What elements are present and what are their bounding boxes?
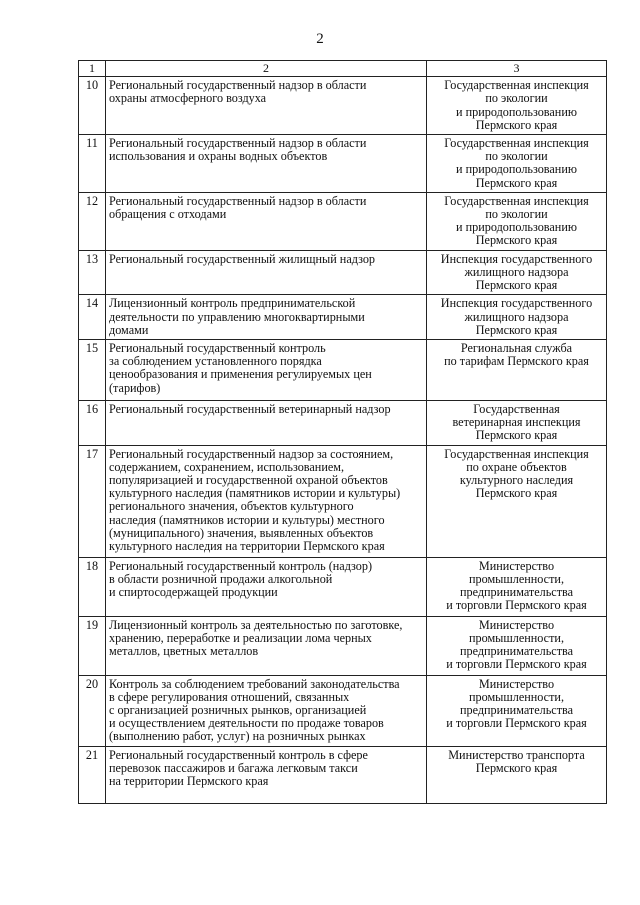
authority-line: Пермского края xyxy=(475,428,558,443)
table-row xyxy=(79,746,607,803)
authority-line: и торговли Пермского края xyxy=(446,657,587,672)
authority-cell xyxy=(427,616,607,675)
authority-cell xyxy=(427,192,607,250)
authority-cell xyxy=(427,295,607,340)
control-type-cell xyxy=(106,340,427,401)
control-type-cell xyxy=(106,135,427,193)
control-type-cell xyxy=(106,675,427,746)
control-type-line: использования и охраны водных объектов xyxy=(109,149,328,164)
control-type-line: металлов, цветных металлов xyxy=(109,644,259,659)
row-number: 21 xyxy=(79,746,106,803)
authority-line: по экологии xyxy=(485,207,548,222)
row-number: 16 xyxy=(79,401,106,446)
control-type-line: популяризацией и государственной охраной объектов xyxy=(109,473,388,488)
control-type-line: (муниципального) значения, выявленных объектов xyxy=(109,525,374,540)
authority-line: Региональная служба xyxy=(460,341,573,356)
authority-cell xyxy=(427,135,607,193)
authority-line: Пермского края xyxy=(475,175,558,190)
authority-cell xyxy=(427,675,607,746)
authority-line: Пермского края xyxy=(475,117,558,132)
control-type-cell xyxy=(106,77,427,135)
control-type-cell xyxy=(106,401,427,446)
control-type-line: хранению, переработке и реализации лома черных xyxy=(109,630,372,645)
row-number: 11 xyxy=(79,135,106,193)
table-row xyxy=(79,250,607,295)
table-row xyxy=(79,135,607,193)
row-number: 17 xyxy=(79,445,106,557)
control-type-line: на территории Пермского края xyxy=(109,774,269,789)
control-type-line: Лицензионный контроль за деятельностью по заготовке, xyxy=(109,617,403,632)
control-type-line: Региональный государственный надзор в области xyxy=(109,193,367,208)
authority-line: Министерство транспорта xyxy=(448,747,585,762)
table-row xyxy=(79,675,607,746)
row-number: 18 xyxy=(79,557,106,616)
authority-line: по экологии xyxy=(485,91,548,106)
authority-line: предпринимательства xyxy=(459,585,574,600)
row-number: 13 xyxy=(79,250,106,295)
control-type-cell xyxy=(106,445,427,557)
supervision-table xyxy=(78,60,607,804)
authority-line: промышленности, xyxy=(468,571,564,586)
control-type-line: содержанием, сохранением, использованием, xyxy=(109,459,345,474)
authority-cell xyxy=(427,401,607,446)
row-number: 15 xyxy=(79,340,106,401)
control-type-cell xyxy=(106,295,427,340)
control-type-cell xyxy=(106,557,427,616)
row-number: 14 xyxy=(79,295,106,340)
table-row xyxy=(79,401,607,446)
control-type-line: Региональный государственный контроль в сфере xyxy=(109,747,368,762)
authority-line: промышленности, xyxy=(468,630,564,645)
control-type-line: с организацией розничных рынков, организацией xyxy=(109,703,367,718)
control-type-line: деятельности по управлению многоквартирными xyxy=(109,309,365,324)
authority-line: жилищного надзора xyxy=(464,265,569,280)
control-type-line: Региональный государственный надзор в области xyxy=(109,136,367,151)
authority-line: Государственная инспекция xyxy=(444,136,589,151)
control-type-line: Региональный государственный надзор в области xyxy=(109,78,367,93)
control-type-line: за соблюдением установленного порядка xyxy=(109,354,322,369)
control-type-cell xyxy=(106,616,427,675)
table-row xyxy=(79,616,607,675)
table-row xyxy=(79,77,607,135)
authority-line: и природопользованию xyxy=(456,162,577,177)
table-row xyxy=(79,192,607,250)
control-type-line: Лицензионный контроль предпринимательской xyxy=(109,296,356,311)
authority-cell xyxy=(427,557,607,616)
authority-line: предпринимательства xyxy=(459,644,574,659)
table-header-row xyxy=(79,61,607,77)
table-row xyxy=(79,295,607,340)
control-type-line: (тарифов) xyxy=(109,380,161,395)
control-type-line: Региональный государственный ветеринарный надзор xyxy=(109,402,391,417)
control-type-cell xyxy=(106,192,427,250)
control-type-line: и осуществлением деятельности по продаже товаров xyxy=(109,716,384,731)
authority-line: Инспекция государственного xyxy=(440,296,593,311)
header-col-3: 3 xyxy=(427,61,607,77)
control-type-line: Контроль за соблюдением требований законодательства xyxy=(109,676,400,691)
control-type-line: культурного наследия на территории Пермского края xyxy=(109,539,385,554)
authority-cell xyxy=(427,250,607,295)
authority-line: Пермского края xyxy=(475,486,558,501)
table-row xyxy=(79,340,607,401)
authority-line: и природопользованию xyxy=(456,104,577,119)
table-row xyxy=(79,557,607,616)
authority-line: жилищного надзора xyxy=(464,309,569,324)
header-col-1: 1 xyxy=(79,61,106,77)
page-number: 2 xyxy=(316,31,324,47)
authority-line: ветеринарная инспекция xyxy=(452,415,581,430)
authority-line: Министерство xyxy=(478,676,555,691)
control-type-line: домами xyxy=(109,322,149,337)
header-col-2: 2 xyxy=(106,61,427,77)
control-type-line: в области розничной продажи алкогольной xyxy=(109,571,333,586)
control-type-line: и спиртосодержащей продукции xyxy=(109,585,278,600)
authority-cell xyxy=(427,445,607,557)
authority-line: Министерство xyxy=(478,617,555,632)
authority-line: Инспекция государственного xyxy=(440,251,593,266)
authority-line: и торговли Пермского края xyxy=(446,716,587,731)
authority-cell xyxy=(427,746,607,803)
control-type-line: Региональный государственный контроль xyxy=(109,341,326,356)
authority-line: предпринимательства xyxy=(459,703,574,718)
control-type-cell xyxy=(106,746,427,803)
authority-line: Пермского края xyxy=(475,278,558,293)
control-type-line: (выполнению работ, услуг) на розничных рынках xyxy=(109,729,366,744)
authority-cell xyxy=(427,340,607,401)
row-number: 12 xyxy=(79,192,106,250)
control-type-line: перевозок пассажиров и багажа легковым такси xyxy=(109,760,358,775)
control-type-line: охраны атмосферного воздуха xyxy=(109,91,267,106)
table-row xyxy=(79,445,607,557)
authority-line: Государственная инспекция xyxy=(444,193,589,208)
authority-line: и торговли Пермского края xyxy=(446,598,587,613)
authority-line: культурного наследия xyxy=(459,473,574,488)
authority-line: Государственная инспекция xyxy=(444,78,589,93)
control-type-line: культурного наследия (памятников истории и культуры) xyxy=(109,486,401,501)
control-type-line: обращения с отходами xyxy=(109,207,227,222)
control-type-cell xyxy=(106,250,427,295)
control-type-line: Региональный государственный контроль (надзор) xyxy=(109,558,373,573)
authority-line: по экологии xyxy=(485,149,548,164)
authority-line: Министерство xyxy=(478,558,555,573)
row-number: 10 xyxy=(79,77,106,135)
row-number: 20 xyxy=(79,675,106,746)
control-type-line: Региональный государственный жилищный надзор xyxy=(109,251,376,266)
authority-cell xyxy=(427,77,607,135)
authority-line: по охране объектов xyxy=(466,459,567,474)
authority-line: Государственная инспекция xyxy=(444,446,589,461)
control-type-line: Региональный государственный надзор за состоянием, xyxy=(109,446,394,461)
control-type-line: наследия (памятников истории и культуры) местного xyxy=(109,512,385,527)
authority-line: Пермского края xyxy=(475,760,558,775)
authority-line: по тарифам Пермского края xyxy=(444,354,589,369)
authority-line: Государственная xyxy=(473,402,560,417)
control-type-line: регионального значения, объектов культурного xyxy=(109,499,354,514)
row-number: 19 xyxy=(79,616,106,675)
control-type-line: в сфере регулирования отношений, связанных xyxy=(109,689,350,704)
authority-line: Пермского края xyxy=(475,233,558,248)
authority-line: Пермского края xyxy=(475,322,558,337)
authority-line: промышленности, xyxy=(468,689,564,704)
control-type-line: ценообразования и применения регулируемых цен xyxy=(109,367,372,382)
authority-line: и природопользованию xyxy=(456,220,577,235)
